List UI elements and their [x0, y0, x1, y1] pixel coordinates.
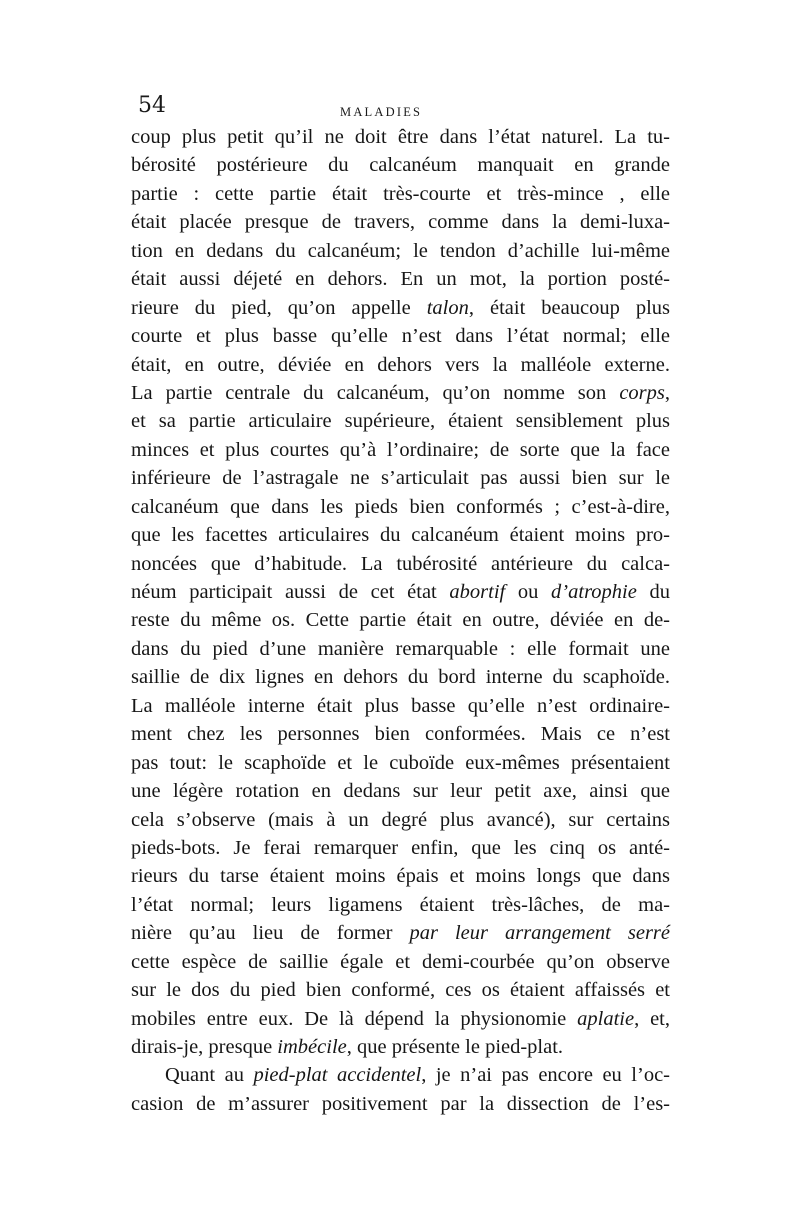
text-line: [131, 493, 670, 521]
text-segment: rieure du pied, qu’on appelle: [131, 296, 427, 319]
text-line: [131, 1033, 670, 1061]
text-line: [131, 606, 670, 634]
text-line: [131, 237, 670, 265]
text-segment: bérosité postérieure du calcanéum manquait en grande: [131, 154, 670, 177]
text-line: [131, 777, 670, 805]
text-segment: rieurs du tarse étaient moins épais et moins longs que dans: [131, 865, 670, 888]
text-segment: courte et plus basse qu’elle n’est dans l’état normal; elle: [131, 325, 670, 348]
text-segment: pas tout: le scaphoïde et le cuboïde eux-mêmes présentaient: [131, 751, 670, 774]
text-line: [131, 976, 670, 1004]
text-line: [131, 948, 670, 976]
text-segment: tion en dedans du calcanéum; le tendon d’achille lui-même: [131, 239, 670, 262]
text-line: [131, 635, 670, 663]
italic-text: imbécile: [277, 1036, 347, 1058]
running-head: MALADIES: [340, 105, 423, 119]
text-segment: saillie de dix lignes en dehors du bord interne du scaphoïde.: [131, 666, 670, 689]
text-segment: était, en outre, déviée en dehors vers la malléole externe.: [131, 353, 670, 376]
text-line: [131, 1090, 670, 1118]
italic-text: aplatie: [577, 1007, 635, 1030]
page-number: 54: [138, 93, 166, 118]
text-segment: ,: [664, 381, 670, 404]
text-line: [131, 379, 670, 407]
text-segment: La malléole interne était plus basse qu’elle n’est ordinaire-: [131, 694, 670, 717]
text-line: [131, 862, 670, 890]
text-segment: noncées que d’habitude. La tubérosité antérieure du calca-: [131, 552, 670, 575]
text-line: [131, 294, 670, 322]
text-line: [131, 436, 670, 464]
text-line: [131, 1005, 670, 1033]
text-segment: l’état normal; leurs ligamens étaient très-lâches, de ma-: [131, 893, 670, 916]
text-segment: une légère rotation en dedans sur leur petit axe, ainsi que: [131, 780, 670, 803]
italic-text: abortif: [449, 581, 506, 603]
text-segment: cela s’observe (mais à un degré plus avancé), sur certains: [131, 808, 670, 831]
italic-text: par leur arrangement serré: [409, 922, 670, 945]
text-segment: coup plus petit qu’il ne doit être dans l’état naturel. La tu-: [131, 126, 670, 148]
text-line: [131, 151, 670, 179]
text-line: [131, 464, 670, 492]
italic-text: d’atrophie: [551, 581, 637, 603]
text-line: [131, 351, 670, 379]
text-line: [131, 834, 670, 862]
text-segment: dans du pied d’une manière remarquable : elle formait une: [131, 637, 670, 660]
text-segment: était placée presque de travers, comme dans la demi-luxa-: [131, 211, 670, 234]
text-line: [131, 265, 670, 293]
body-text: [131, 123, 670, 1118]
text-line: [131, 919, 670, 947]
text-line: [131, 208, 670, 236]
italic-text: corps: [619, 381, 665, 404]
text-segment: , que présente le pied-plat.: [346, 1036, 564, 1058]
text-segment: cette espèce de saillie égale et demi-courbée qu’on observe: [131, 950, 670, 973]
text-line: [131, 407, 670, 435]
text-segment: du: [636, 581, 670, 603]
text-segment: pieds-bots. Je ferai remarquer enfin, que les cinq os anté-: [131, 836, 670, 859]
text-segment: La partie centrale du calcanéum, qu’on nomme son: [131, 381, 620, 404]
text-segment: , et,: [634, 1007, 671, 1030]
text-segment: que les facettes articulaires du calcanéum étaient moins pro-: [131, 524, 670, 547]
text-line: [131, 180, 670, 208]
text-segment: casion de m’assurer positivement par la dissection de l’es-: [131, 1092, 670, 1115]
text-line: [131, 806, 670, 834]
italic-text: talon: [426, 296, 469, 319]
text-segment: nière qu’au lieu de former: [131, 922, 410, 945]
text-segment: était aussi déjeté en dehors. En un mot, la portion posté-: [131, 268, 670, 291]
text-segment: Quant au: [165, 1064, 254, 1087]
text-segment: calcanéum que dans les pieds bien conformés ; c’est-à-dire,: [131, 495, 670, 518]
text-line: [131, 521, 670, 549]
text-segment: minces et plus courtes qu’à l’ordinaire; de sorte que la face: [131, 438, 670, 461]
text-segment: sur le dos du pied bien conformé, ces os étaient affaissés et: [131, 979, 670, 1002]
text-segment: néum participait aussi de cet état: [131, 581, 450, 603]
text-segment: ment chez les personnes bien conformées. Mais ce n’est: [131, 723, 670, 746]
text-segment: et sa partie articulaire supérieure, étaient sensiblement plus: [131, 410, 670, 433]
text-line: [131, 692, 670, 720]
italic-text: pied-plat accidentel: [253, 1064, 422, 1087]
text-line: [131, 1061, 670, 1089]
text-segment: , était beaucoup plus: [468, 296, 670, 319]
text-segment: reste du même os. Cette partie était en outre, déviée en de-: [131, 609, 670, 632]
text-line: [131, 322, 670, 350]
text-segment: inférieure de l’astragale ne s’articulait pas aussi bien sur le: [131, 467, 670, 490]
text-line: [131, 891, 670, 919]
text-segment: dirais-je, presque: [131, 1036, 278, 1058]
text-line: [131, 123, 670, 151]
text-segment: partie : cette partie était très-courte et très-mince , elle: [131, 182, 670, 205]
text-line: [131, 663, 670, 691]
text-segment: mobiles entre eux. De là dépend la physionomie: [131, 1007, 578, 1030]
text-line: [131, 720, 670, 748]
text-line: [131, 550, 670, 578]
text-line: [131, 578, 670, 606]
text-segment: , je n’ai pas encore eu l’oc-: [421, 1064, 670, 1087]
text-segment: ou: [505, 581, 552, 603]
text-line: [131, 749, 670, 777]
